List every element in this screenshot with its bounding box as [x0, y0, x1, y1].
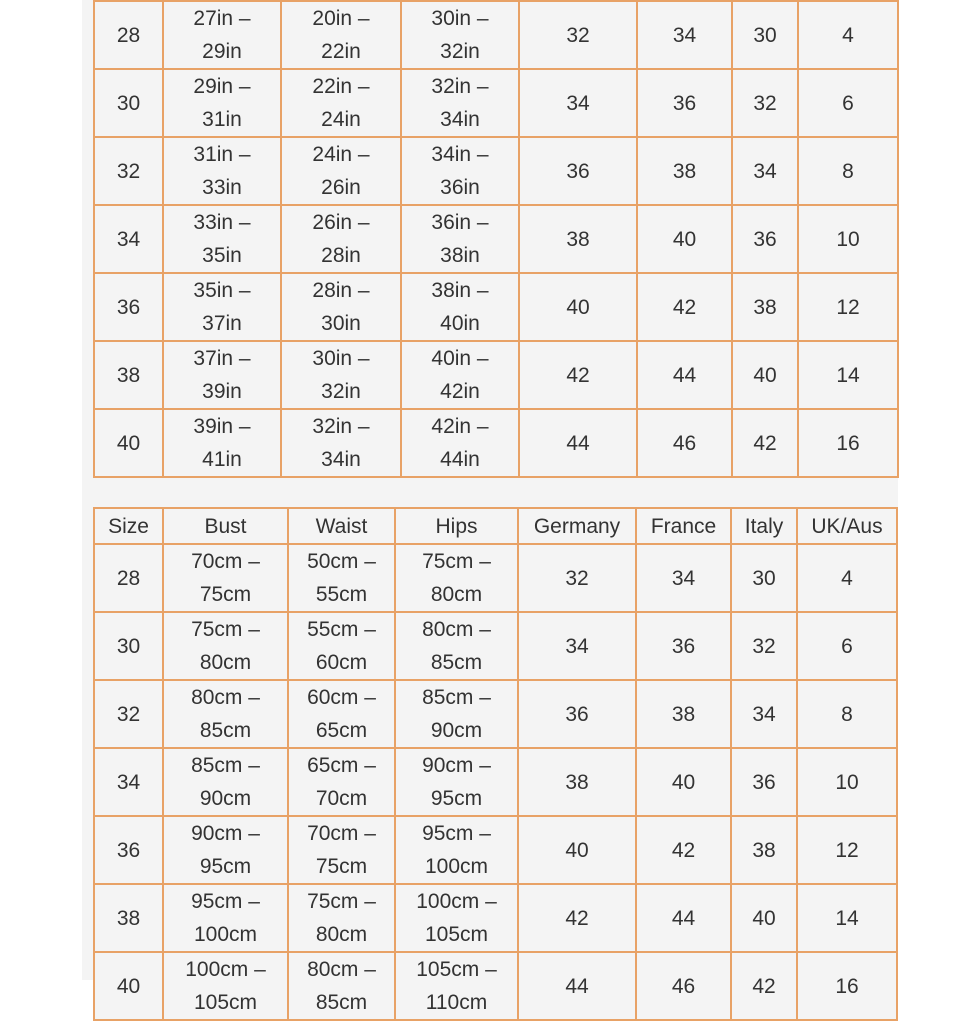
table-cell: [288, 680, 395, 748]
size-value: 28: [116, 23, 141, 47]
waist-range-from: 70cm –: [307, 822, 376, 845]
table-cell: [519, 341, 637, 409]
france-size: 34: [672, 23, 697, 47]
italy-size: 30: [753, 23, 777, 47]
column-header: Size: [94, 508, 163, 544]
size-value: 30: [116, 91, 141, 115]
bust-range-to: 33in: [202, 176, 242, 199]
bust-range-from: 75cm –: [191, 618, 260, 641]
table-cell: [94, 273, 163, 341]
hips-range-to: 80cm: [430, 583, 483, 606]
table-cell: [798, 205, 898, 273]
table-cell: [288, 612, 395, 680]
waist-range-from: 55cm –: [307, 618, 376, 641]
germany-size: 34: [566, 91, 590, 115]
uk-aus-size: 16: [835, 974, 859, 998]
hips-range-from: 30in –: [431, 7, 489, 30]
table-cell: [518, 612, 636, 680]
france-size: 40: [671, 770, 696, 794]
table-cell: [518, 680, 636, 748]
column-header: UK/Aus: [797, 508, 897, 544]
table-cell: [636, 952, 731, 1020]
hips-range-to: 36in: [440, 176, 480, 199]
hips-range-from: 32in –: [431, 75, 489, 98]
germany-size: 38: [566, 227, 590, 251]
waist-range-from: 26in –: [312, 211, 370, 234]
waist-range-from: 60cm –: [307, 686, 376, 709]
table-cell: [636, 612, 731, 680]
hips-range-to: 105cm: [424, 923, 489, 946]
waist-range-from: 22in –: [312, 75, 370, 98]
table-cell: [281, 205, 401, 273]
hips-range-from: 95cm –: [422, 822, 491, 845]
table-row: [94, 680, 897, 748]
waist-range-to: 32in: [321, 380, 361, 403]
italy-size: 42: [752, 974, 776, 998]
bust-range-to: 31in: [202, 108, 242, 131]
hips-range-from: 90cm –: [422, 754, 491, 777]
hips-range-from: 80cm –: [422, 618, 491, 641]
bust-range-from: 70cm –: [191, 550, 260, 573]
table-cell: [731, 816, 797, 884]
table-cell: [518, 544, 636, 612]
table-cell: [636, 680, 731, 748]
bust-range-from: 85cm –: [191, 754, 260, 777]
table-cell: [637, 137, 732, 205]
table-cell: [395, 816, 518, 884]
bust-range-to: 29in: [202, 40, 242, 63]
table-cell: [519, 69, 637, 137]
table-cell: [519, 409, 637, 477]
table-cell: [518, 816, 636, 884]
table-cell: [401, 341, 519, 409]
table-cell: [732, 1, 798, 69]
hips-range-to: 100cm: [424, 855, 489, 878]
size-value: 38: [116, 363, 141, 387]
uk-aus-size: 14: [835, 906, 859, 930]
column-header: Italy: [731, 508, 797, 544]
table-cell: [163, 409, 281, 477]
column-header: Waist: [288, 508, 395, 544]
hips-range-to: 42in: [440, 380, 480, 403]
hips-range-from: 40in –: [431, 347, 489, 370]
table-cell: [637, 205, 732, 273]
table-cell: [94, 544, 163, 612]
waist-range-to: 75cm: [315, 855, 368, 878]
waist-range-to: 28in: [321, 244, 361, 267]
table-cell: [94, 341, 163, 409]
table-cell: [797, 952, 897, 1020]
table-row: [94, 273, 898, 341]
france-size: 34: [671, 566, 696, 590]
waist-range-from: 65cm –: [307, 754, 376, 777]
table-cell: [395, 952, 518, 1020]
waist-range-from: 75cm –: [307, 890, 376, 913]
hips-range-to: 34in: [440, 108, 480, 131]
italy-size: 42: [753, 431, 777, 455]
table-cell: [395, 612, 518, 680]
size-value: 30: [116, 634, 141, 658]
hips-range-from: 105cm –: [416, 958, 497, 981]
france-size: 46: [671, 974, 696, 998]
table-cell: [798, 1, 898, 69]
table-cell: [288, 748, 395, 816]
hips-range-to: 40in: [440, 312, 480, 335]
table-cell: [163, 680, 288, 748]
table-cell: [288, 952, 395, 1020]
table-cell: [281, 1, 401, 69]
germany-size: 42: [565, 906, 589, 930]
bust-range-to: 39in: [202, 380, 242, 403]
france-size: 42: [671, 838, 696, 862]
waist-range-from: 20in –: [312, 7, 370, 30]
italy-size: 36: [753, 227, 777, 251]
size-value: 34: [116, 227, 141, 251]
waist-range-to: 85cm: [315, 991, 368, 1014]
uk-aus-size: 12: [835, 838, 859, 862]
uk-aus-size: 4: [841, 566, 853, 590]
uk-aus-size: 14: [836, 363, 860, 387]
table-cell: [797, 884, 897, 952]
table-cell: [798, 341, 898, 409]
table-cell: [731, 952, 797, 1020]
bust-range-to: 35in: [202, 244, 242, 267]
hips-range-from: 36in –: [431, 211, 489, 234]
table-cell: [732, 205, 798, 273]
table-row: [94, 341, 898, 409]
table-cell: [94, 612, 163, 680]
italy-size: 34: [752, 702, 776, 726]
hips-range-from: 42in –: [431, 415, 489, 438]
hips-range-to: 90cm: [430, 719, 483, 742]
bust-range-to: 105cm: [193, 991, 258, 1014]
hips-range-to: 95cm: [430, 787, 483, 810]
table-cell: [401, 69, 519, 137]
bust-range-to: 41in: [202, 448, 242, 471]
hips-range-to: 38in: [440, 244, 480, 267]
bust-range-from: 80cm –: [191, 686, 260, 709]
germany-size: 34: [565, 634, 589, 658]
size-value: 34: [116, 770, 141, 794]
table-cell: [94, 409, 163, 477]
bust-range-from: 90cm –: [191, 822, 260, 845]
waist-range-from: 30in –: [312, 347, 370, 370]
table-cell: [163, 748, 288, 816]
table-cell: [519, 273, 637, 341]
table-row: [94, 612, 897, 680]
france-size: 38: [672, 159, 697, 183]
waist-range-to: 22in: [321, 40, 361, 63]
germany-size: 36: [566, 159, 590, 183]
table-cell: [401, 1, 519, 69]
header-row: [94, 508, 897, 544]
hips-range-from: 85cm –: [422, 686, 491, 709]
france-size: 36: [671, 634, 696, 658]
table-cell: [281, 409, 401, 477]
table-cell: [288, 544, 395, 612]
waist-range-to: 26in: [321, 176, 361, 199]
table-row: [94, 816, 897, 884]
uk-aus-size: 16: [836, 431, 860, 455]
table-cell: [518, 748, 636, 816]
waist-range-to: 65cm: [315, 719, 368, 742]
bust-range-to: 80cm: [199, 651, 252, 674]
table-cell: [732, 341, 798, 409]
table-cell: [797, 748, 897, 816]
table-cell: [163, 884, 288, 952]
table-cell: [637, 1, 732, 69]
table-cell: [636, 884, 731, 952]
table-cell: [731, 884, 797, 952]
france-size: 36: [672, 91, 697, 115]
italy-size: 38: [753, 295, 777, 319]
germany-size: 40: [565, 838, 589, 862]
bust-range-to: 90cm: [199, 787, 252, 810]
table-row: [94, 544, 897, 612]
germany-size: 44: [566, 431, 590, 455]
table-cell: [163, 273, 281, 341]
bust-range-from: 33in –: [193, 211, 251, 234]
size-value: 36: [116, 838, 141, 862]
france-size: 44: [671, 906, 696, 930]
bust-range-from: 35in –: [193, 279, 251, 302]
hips-range-to: 32in: [440, 40, 480, 63]
italy-size: 40: [752, 906, 776, 930]
table-cell: [519, 205, 637, 273]
table-cell: [395, 680, 518, 748]
bust-range-to: 75cm: [199, 583, 252, 606]
germany-size: 32: [566, 23, 590, 47]
waist-range-to: 60cm: [315, 651, 368, 674]
table-cell: [281, 137, 401, 205]
bust-range-to: 100cm: [193, 923, 258, 946]
hips-range-to: 85cm: [430, 651, 483, 674]
waist-range-from: 50cm –: [307, 550, 376, 573]
table-cell: [288, 884, 395, 952]
table-cell: [401, 205, 519, 273]
table-cell: [94, 748, 163, 816]
italy-size: 38: [752, 838, 776, 862]
table-cell: [163, 544, 288, 612]
size-value: 32: [116, 702, 141, 726]
uk-aus-size: 8: [841, 702, 853, 726]
bust-range-from: 39in –: [193, 415, 251, 438]
bust-range-to: 95cm: [199, 855, 252, 878]
table-cell: [519, 137, 637, 205]
table-cell: [798, 409, 898, 477]
table-row: [94, 205, 898, 273]
table-cell: [637, 273, 732, 341]
table-cell: [636, 748, 731, 816]
table-cell: [163, 1, 281, 69]
italy-size: 36: [752, 770, 776, 794]
france-size: 38: [671, 702, 696, 726]
table-cell: [731, 612, 797, 680]
table-cell: [797, 816, 897, 884]
germany-size: 42: [566, 363, 590, 387]
france-size: 40: [672, 227, 697, 251]
france-size: 42: [672, 295, 697, 319]
waist-range-from: 28in –: [312, 279, 370, 302]
table-cell: [163, 816, 288, 884]
table-row: [94, 409, 898, 477]
table-cell: [732, 137, 798, 205]
bust-range-from: 95cm –: [191, 890, 260, 913]
bust-range-to: 85cm: [199, 719, 252, 742]
waist-range-from: 80cm –: [307, 958, 376, 981]
table-cell: [797, 680, 897, 748]
france-size: 46: [672, 431, 697, 455]
table-cell: [636, 544, 731, 612]
italy-size: 34: [753, 159, 777, 183]
hips-range-from: 34in –: [431, 143, 489, 166]
waist-range-to: 70cm: [315, 787, 368, 810]
size-value: 40: [116, 974, 141, 998]
table-cell: [94, 816, 163, 884]
table-cell: [281, 341, 401, 409]
hips-range-to: 110cm: [425, 991, 488, 1014]
bust-range-from: 100cm –: [185, 958, 266, 981]
table-cell: [731, 748, 797, 816]
table-cell: [519, 1, 637, 69]
bust-range-from: 31in –: [193, 143, 251, 166]
waist-range-from: 24in –: [312, 143, 370, 166]
germany-size: 32: [565, 566, 589, 590]
table-cell: [281, 69, 401, 137]
table-cell: [798, 273, 898, 341]
table-cell: [401, 273, 519, 341]
column-header: France: [636, 508, 731, 544]
waist-range-to: 80cm: [315, 923, 368, 946]
waist-range-to: 24in: [321, 108, 361, 131]
bust-range-from: 27in –: [193, 7, 251, 30]
waist-range-from: 32in –: [312, 415, 370, 438]
table-cell: [518, 952, 636, 1020]
table-cell: [163, 205, 281, 273]
size-value: 28: [116, 566, 141, 590]
italy-size: 32: [752, 634, 776, 658]
table-cell: [94, 137, 163, 205]
table-cell: [163, 341, 281, 409]
table-cell: [94, 1, 163, 69]
size-value: 40: [116, 431, 141, 455]
table-cell: [731, 680, 797, 748]
table-cell: [401, 409, 519, 477]
table-cell: [732, 409, 798, 477]
uk-aus-size: 6: [841, 634, 853, 658]
italy-size: 30: [752, 566, 776, 590]
table-cell: [395, 544, 518, 612]
table-cell: [732, 69, 798, 137]
uk-aus-size: 10: [836, 227, 860, 251]
table-cell: [732, 273, 798, 341]
column-header: Hips: [395, 508, 518, 544]
column-header: Bust: [163, 508, 288, 544]
germany-size: 40: [566, 295, 590, 319]
table-cell: [395, 748, 518, 816]
germany-size: 38: [565, 770, 589, 794]
table-row: [94, 748, 897, 816]
table-cell: [163, 69, 281, 137]
hips-range-from: 38in –: [431, 279, 489, 302]
table-row: [94, 1, 898, 69]
size-chart-cm: [93, 507, 898, 1021]
bust-range-to: 37in: [202, 312, 242, 335]
table-cell: [94, 680, 163, 748]
table-row: [94, 69, 898, 137]
table-cell: [518, 884, 636, 952]
uk-aus-size: 12: [836, 295, 860, 319]
waist-range-to: 34in: [321, 448, 361, 471]
bust-range-from: 37in –: [193, 347, 251, 370]
table-cell: [798, 69, 898, 137]
column-header: Germany: [518, 508, 636, 544]
germany-size: 44: [565, 974, 589, 998]
italy-size: 32: [753, 91, 777, 115]
table-cell: [94, 884, 163, 952]
table-cell: [395, 884, 518, 952]
size-value: 38: [116, 906, 141, 930]
france-size: 44: [672, 363, 697, 387]
bust-range-from: 29in –: [193, 75, 251, 98]
table-cell: [798, 137, 898, 205]
table-cell: [637, 69, 732, 137]
table-cell: [163, 612, 288, 680]
hips-range-from: 100cm –: [416, 890, 497, 913]
table-cell: [163, 952, 288, 1020]
table-row: [94, 884, 897, 952]
italy-size: 40: [753, 363, 777, 387]
hips-range-from: 75cm –: [422, 550, 491, 573]
table-cell: [797, 612, 897, 680]
table-cell: [94, 952, 163, 1020]
size-value: 36: [116, 295, 141, 319]
table-cell: [637, 341, 732, 409]
table-cell: [288, 816, 395, 884]
table-cell: [94, 205, 163, 273]
waist-range-to: 55cm: [315, 583, 368, 606]
table-cell: [636, 816, 731, 884]
hips-range-to: 44in: [440, 448, 480, 471]
size-value: 32: [116, 159, 141, 183]
uk-aus-size: 10: [835, 770, 859, 794]
germany-size: 36: [565, 702, 589, 726]
table-cell: [94, 69, 163, 137]
uk-aus-size: 8: [842, 159, 854, 183]
table-cell: [637, 409, 732, 477]
table-cell: [163, 137, 281, 205]
table-cell: [401, 137, 519, 205]
waist-range-to: 30in: [321, 312, 361, 335]
size-chart-inches: [93, 0, 899, 478]
table-cell: [731, 544, 797, 612]
uk-aus-size: 6: [842, 91, 854, 115]
table-cell: [797, 544, 897, 612]
table-cell: [281, 273, 401, 341]
table-row: [94, 952, 897, 1020]
uk-aus-size: 4: [842, 23, 854, 47]
table-row: [94, 137, 898, 205]
